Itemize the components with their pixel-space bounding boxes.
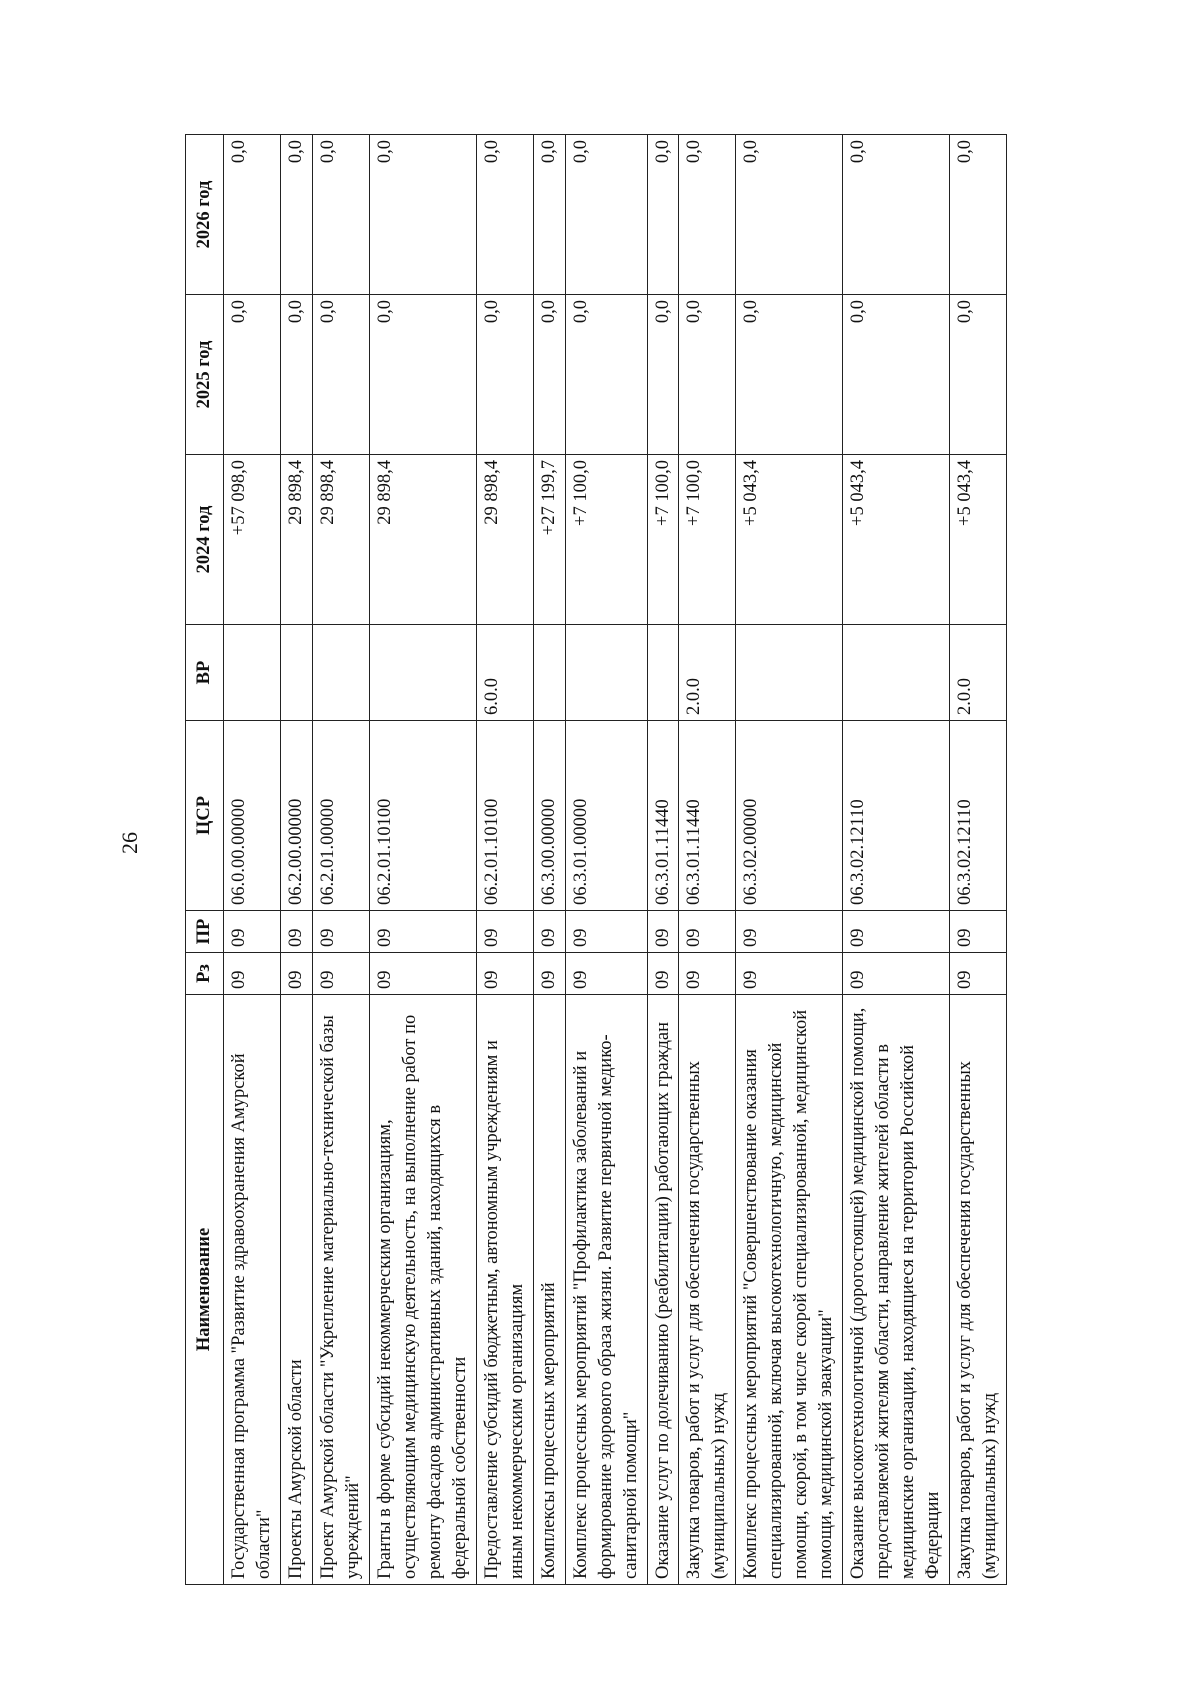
cell-csr: 06.2.01.10100 bbox=[476, 721, 533, 911]
table-row bbox=[950, 135, 1007, 1585]
cell-2024: 29 898,4 bbox=[312, 455, 369, 625]
table-row bbox=[647, 135, 679, 1585]
cell-name: Проект Амурской области "Укрепление материально-технической базы учреждений" bbox=[312, 995, 369, 1585]
header-2026: 2026 год bbox=[186, 135, 224, 295]
cell-pr: 09 bbox=[533, 911, 565, 953]
cell-2025: 0,0 bbox=[950, 295, 1007, 455]
cell-2026: 0,0 bbox=[533, 135, 565, 295]
cell-2026: 0,0 bbox=[280, 135, 312, 295]
header-2024: 2024 год bbox=[186, 455, 224, 625]
header-name: Наименование bbox=[186, 995, 224, 1585]
cell-vr bbox=[736, 625, 843, 721]
cell-pr: 09 bbox=[223, 911, 280, 953]
cell-rz: 09 bbox=[280, 953, 312, 995]
header-2025: 2025 год bbox=[186, 295, 224, 455]
cell-2026: 0,0 bbox=[565, 135, 647, 295]
cell-vr bbox=[647, 625, 679, 721]
cell-2024: +5 043,4 bbox=[950, 455, 1007, 625]
cell-vr bbox=[223, 625, 280, 721]
cell-vr bbox=[843, 625, 950, 721]
cell-2025: 0,0 bbox=[843, 295, 950, 455]
cell-name: Предоставление субсидий бюджетным, автономным учреждениям и иным некоммерческим организациям bbox=[476, 995, 533, 1585]
cell-rz: 09 bbox=[369, 953, 476, 995]
cell-vr: 6.0.0 bbox=[476, 625, 533, 721]
cell-rz: 09 bbox=[312, 953, 369, 995]
cell-2025: 0,0 bbox=[565, 295, 647, 455]
table-row bbox=[369, 135, 476, 1585]
cell-2024: 29 898,4 bbox=[369, 455, 476, 625]
table-row bbox=[223, 135, 280, 1585]
cell-pr: 09 bbox=[736, 911, 843, 953]
cell-csr: 06.3.02.12110 bbox=[843, 721, 950, 911]
table-row bbox=[736, 135, 843, 1585]
cell-name: Оказание высокотехнологичной (дорогостоящей) медицинской помощи, предоставляемой жителям области, направление жителей области в медицинские организации, находящиеся на территории Российской Федерации bbox=[843, 995, 950, 1585]
cell-pr: 09 bbox=[679, 911, 736, 953]
cell-2026: 0,0 bbox=[369, 135, 476, 295]
cell-vr bbox=[312, 625, 369, 721]
cell-2024: +7 100,0 bbox=[679, 455, 736, 625]
cell-2026: 0,0 bbox=[647, 135, 679, 295]
cell-vr bbox=[533, 625, 565, 721]
cell-name: Гранты в форме субсидий некоммерческим организациям, осуществляющим медицинскую деятельность, на выполнение работ по ремонту фасадов административных зданий, находящихся в федеральной собственности bbox=[369, 995, 476, 1585]
cell-rz: 09 bbox=[223, 953, 280, 995]
cell-csr: 06.3.01.11440 bbox=[679, 721, 736, 911]
cell-pr: 09 bbox=[280, 911, 312, 953]
cell-csr: 06.2.01.10100 bbox=[369, 721, 476, 911]
cell-2026: 0,0 bbox=[476, 135, 533, 295]
cell-csr: 06.2.01.00000 bbox=[312, 721, 369, 911]
cell-2025: 0,0 bbox=[736, 295, 843, 455]
cell-2026: 0,0 bbox=[736, 135, 843, 295]
cell-vr bbox=[280, 625, 312, 721]
cell-csr: 06.0.00.00000 bbox=[223, 721, 280, 911]
cell-2025: 0,0 bbox=[312, 295, 369, 455]
cell-2024: +57 098,0 bbox=[223, 455, 280, 625]
cell-rz: 09 bbox=[736, 953, 843, 995]
cell-pr: 09 bbox=[843, 911, 950, 953]
budget-table bbox=[185, 134, 1007, 1585]
table-row bbox=[565, 135, 647, 1585]
cell-2024: 29 898,4 bbox=[476, 455, 533, 625]
cell-pr: 09 bbox=[369, 911, 476, 953]
header-pr: ПР bbox=[186, 911, 224, 953]
cell-2025: 0,0 bbox=[369, 295, 476, 455]
table-header-row bbox=[186, 135, 224, 1585]
table-row bbox=[476, 135, 533, 1585]
cell-2025: 0,0 bbox=[533, 295, 565, 455]
cell-name: Комплексы процессных мероприятий bbox=[533, 995, 565, 1585]
cell-2025: 0,0 bbox=[679, 295, 736, 455]
cell-name: Оказание услуг по долечиванию (реабилитации) работающих граждан bbox=[647, 995, 679, 1585]
cell-pr: 09 bbox=[647, 911, 679, 953]
cell-csr: 06.3.02.00000 bbox=[736, 721, 843, 911]
cell-csr: 06.3.01.11440 bbox=[647, 721, 679, 911]
cell-2024: +7 100,0 bbox=[647, 455, 679, 625]
cell-name: Закупка товаров, работ и услуг для обеспечения государственных (муниципальных) нужд bbox=[679, 995, 736, 1585]
cell-rz: 09 bbox=[950, 953, 1007, 995]
cell-vr bbox=[369, 625, 476, 721]
cell-2024: +7 100,0 bbox=[565, 455, 647, 625]
header-rz: Рз bbox=[186, 953, 224, 995]
cell-2024: 29 898,4 bbox=[280, 455, 312, 625]
header-csr: ЦСР bbox=[186, 721, 224, 911]
cell-rz: 09 bbox=[533, 953, 565, 995]
cell-rz: 09 bbox=[843, 953, 950, 995]
cell-pr: 09 bbox=[312, 911, 369, 953]
table-row bbox=[312, 135, 369, 1585]
rotated-page-content bbox=[185, 135, 1035, 1585]
cell-vr: 2.0.0 bbox=[679, 625, 736, 721]
table-row bbox=[843, 135, 950, 1585]
cell-2026: 0,0 bbox=[223, 135, 280, 295]
cell-2025: 0,0 bbox=[476, 295, 533, 455]
cell-rz: 09 bbox=[476, 953, 533, 995]
cell-pr: 09 bbox=[476, 911, 533, 953]
cell-name: Комплекс процессных мероприятий "Профилактика заболеваний и формирование здорового образа жизни. Развитие первичной медико-санитарной помощи" bbox=[565, 995, 647, 1585]
cell-rz: 09 bbox=[647, 953, 679, 995]
header-vr: ВР bbox=[186, 625, 224, 721]
cell-2024: +5 043,4 bbox=[736, 455, 843, 625]
cell-name: Проекты Амурской области bbox=[280, 995, 312, 1585]
cell-2024: +27 199,7 bbox=[533, 455, 565, 625]
cell-rz: 09 bbox=[679, 953, 736, 995]
table-row bbox=[533, 135, 565, 1585]
table-row bbox=[679, 135, 736, 1585]
cell-csr: 06.3.01.00000 bbox=[565, 721, 647, 911]
cell-2025: 0,0 bbox=[647, 295, 679, 455]
cell-csr: 06.3.00.00000 bbox=[533, 721, 565, 911]
cell-pr: 09 bbox=[950, 911, 1007, 953]
table-row bbox=[280, 135, 312, 1585]
cell-name: Закупка товаров, работ и услуг для обеспечения государственных (муниципальных) нужд bbox=[950, 995, 1007, 1585]
cell-vr bbox=[565, 625, 647, 721]
page-number: 26 bbox=[117, 832, 142, 854]
cell-csr: 06.3.02.12110 bbox=[950, 721, 1007, 911]
cell-2026: 0,0 bbox=[679, 135, 736, 295]
cell-pr: 09 bbox=[565, 911, 647, 953]
cell-vr: 2.0.0 bbox=[950, 625, 1007, 721]
cell-2026: 0,0 bbox=[312, 135, 369, 295]
cell-name: Комплекс процессных мероприятий "Совершенствование оказания специализированной, включая высокотехнологичную, медицинской помощи, скорой, в том числе скорой специализированной, медицинской помощи, медицинской эвакуации" bbox=[736, 995, 843, 1585]
cell-csr: 06.2.00.00000 bbox=[280, 721, 312, 911]
cell-2026: 0,0 bbox=[843, 135, 950, 295]
cell-2024: +5 043,4 bbox=[843, 455, 950, 625]
cell-rz: 09 bbox=[565, 953, 647, 995]
cell-2026: 0,0 bbox=[950, 135, 1007, 295]
cell-2025: 0,0 bbox=[280, 295, 312, 455]
cell-name: Государственная программа "Развитие здравоохранения Амурской области" bbox=[223, 995, 280, 1585]
cell-2025: 0,0 bbox=[223, 295, 280, 455]
